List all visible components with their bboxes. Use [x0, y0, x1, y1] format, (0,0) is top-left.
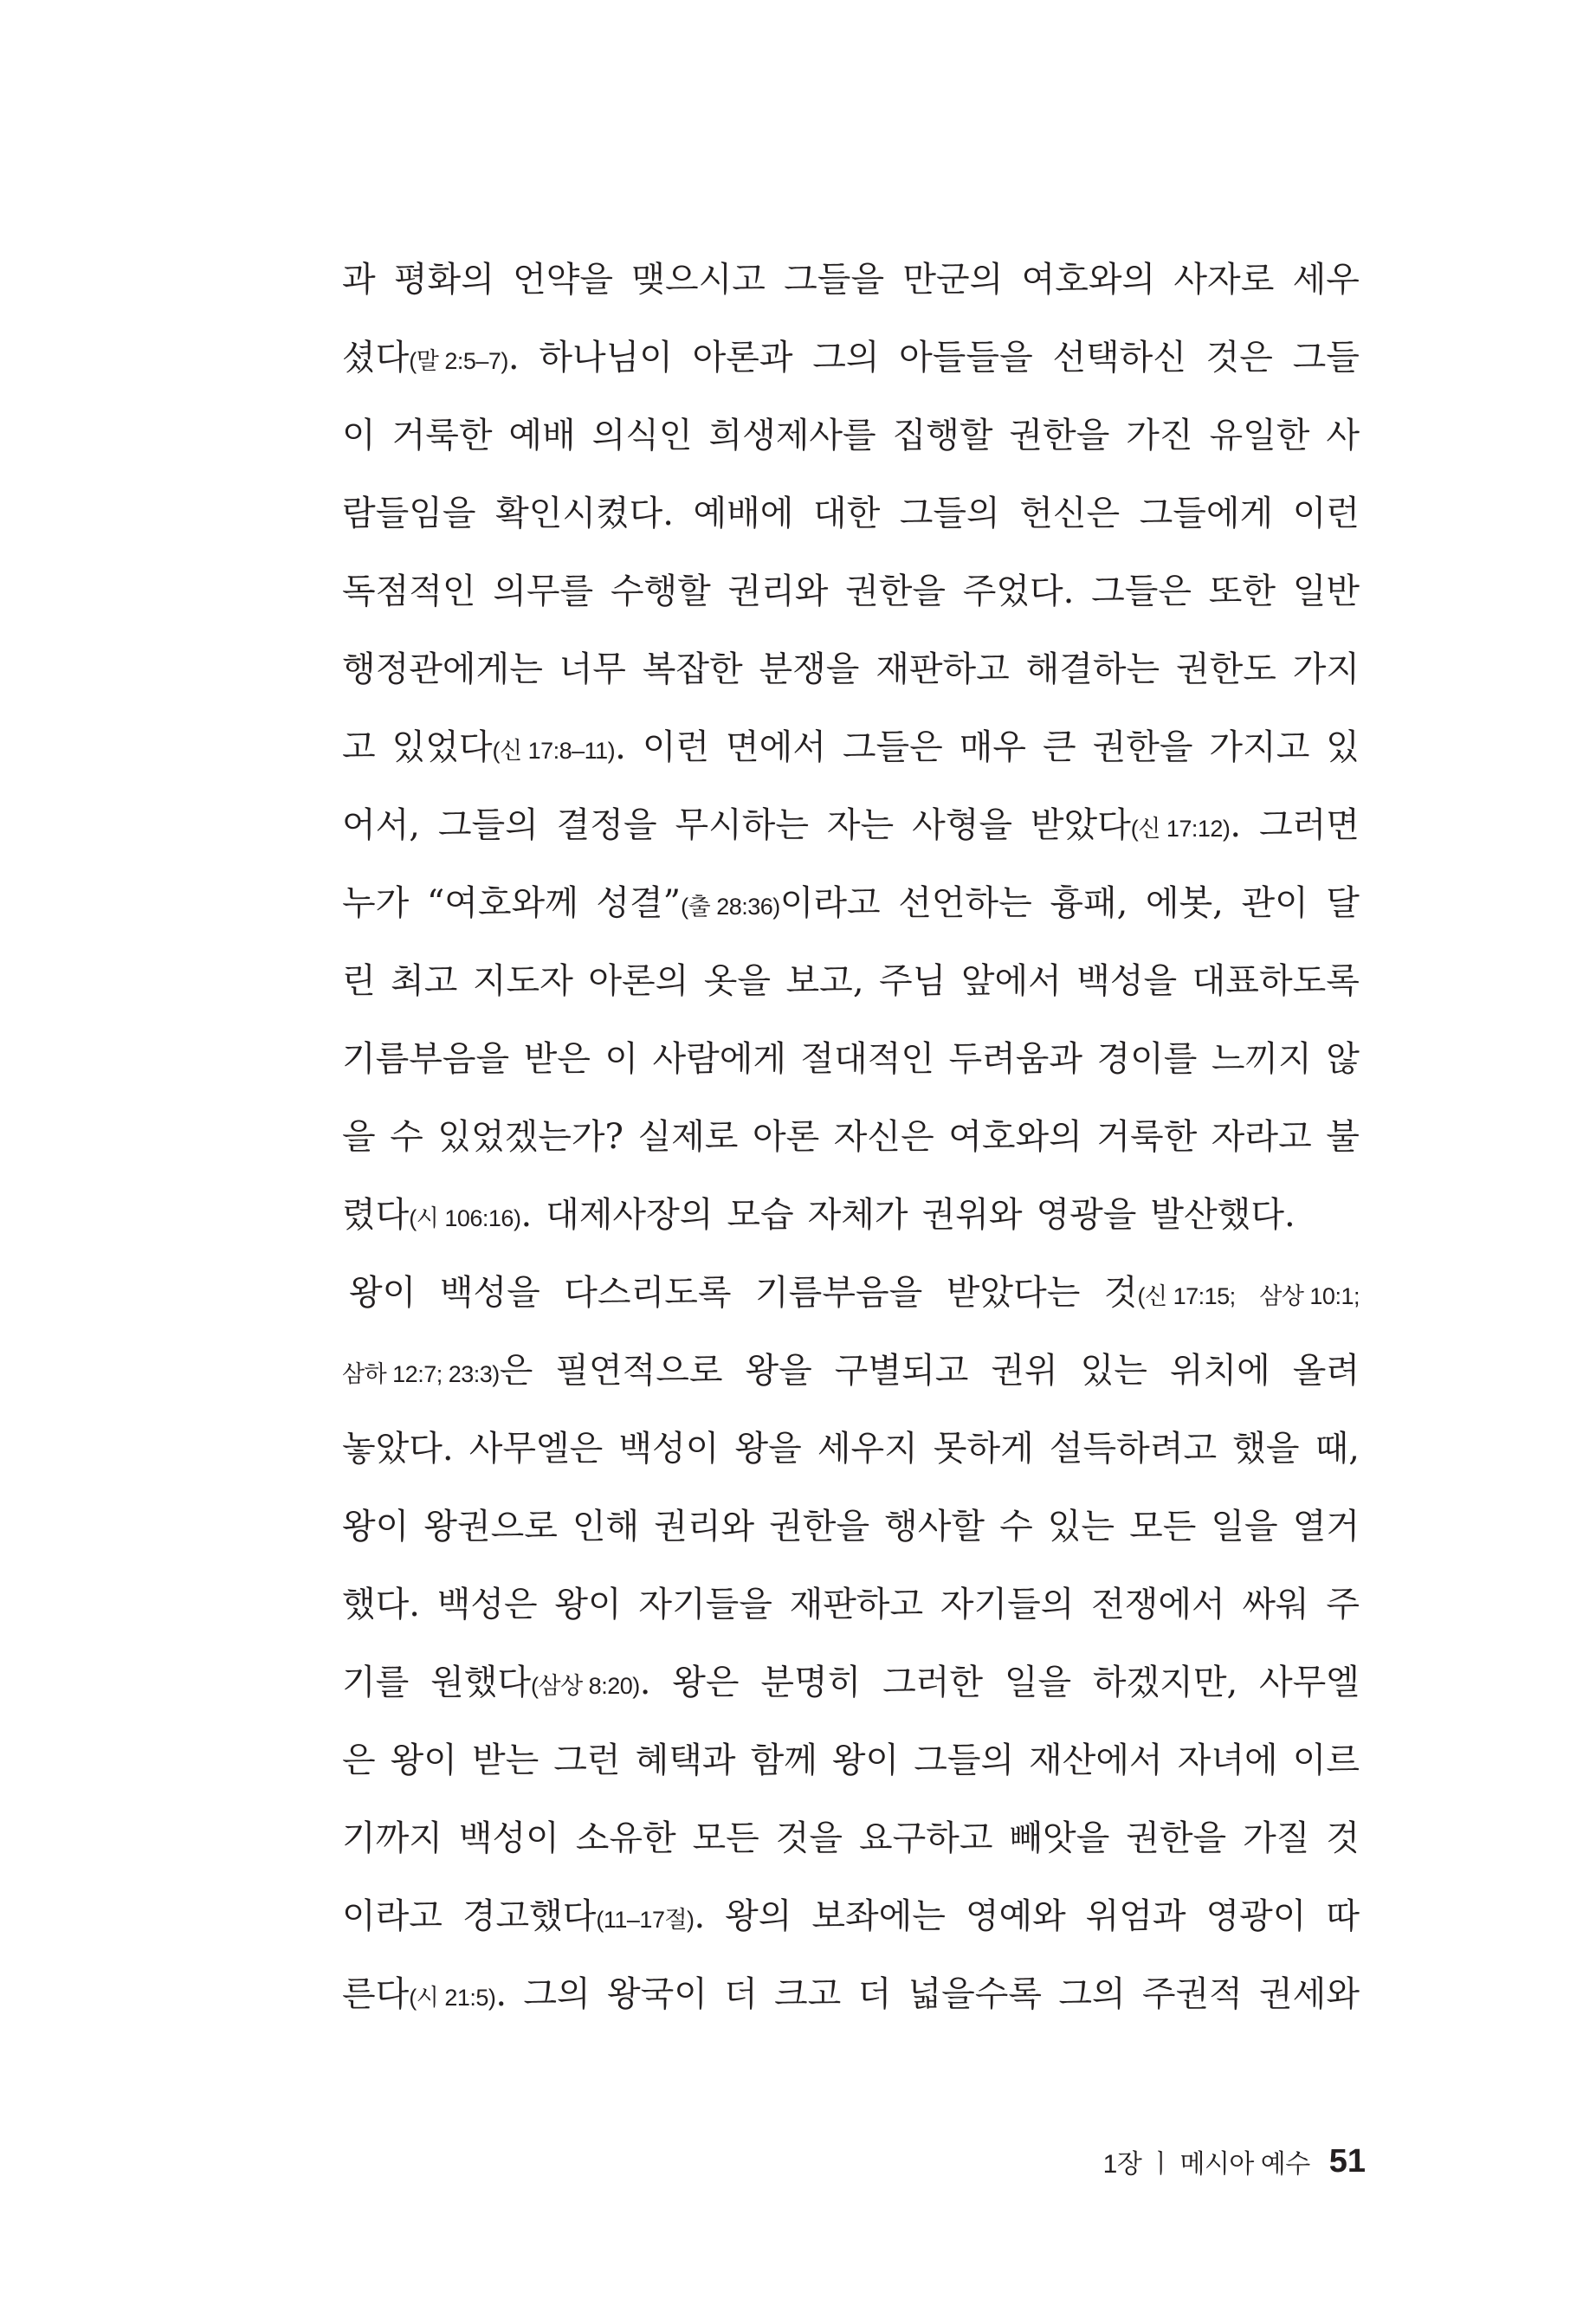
text-chunk: 람들임을: [342, 494, 476, 533]
text-chunk: 왕이: [390, 1740, 457, 1780]
text-chunk: 그들의: [899, 494, 1000, 533]
text-chunk: 구별되고: [834, 1351, 969, 1391]
text-chunk: 크고: [774, 1974, 842, 2014]
body-text: [342, 253, 1360, 2045]
text-chunk: 권한을: [1092, 727, 1193, 767]
text-chunk: 왕권으로: [423, 1507, 558, 1547]
text-chunk: 사: [1326, 416, 1360, 455]
text-chunk: 놓았다.: [342, 1429, 454, 1469]
text-chunk: 권리와: [654, 1507, 755, 1547]
text-chunk: 최고: [391, 961, 458, 1001]
text-chunk: 가지: [1292, 649, 1360, 689]
text-chunk: 보좌에는: [811, 1896, 946, 1936]
running-footer-section: 1장 ㅣ 메시아 예수: [1102, 2150, 1310, 2179]
text-chunk: 있었겠는가?: [437, 1117, 624, 1157]
text-chunk: 느끼지: [1211, 1039, 1312, 1079]
text-chunk: 불: [1326, 1117, 1360, 1157]
text-chunk: 요구하고: [858, 1818, 993, 1858]
text-chunk: 예배에: [693, 494, 794, 533]
text-chunk: 경이를: [1096, 1039, 1198, 1079]
text-chunk: 예배: [508, 416, 576, 455]
text-chunk: 집행할: [892, 416, 993, 455]
text-chunk: 그들: [1292, 338, 1360, 378]
text-chunk: 아론: [752, 1117, 820, 1157]
text-chunk: 누가: [342, 883, 410, 923]
text-chunk: 했을: [1232, 1429, 1300, 1469]
text-chunk: 백성이: [458, 1818, 559, 1858]
text-chunk: 영광이: [1205, 1896, 1307, 1936]
text-chunk: 자체가: [807, 1195, 908, 1235]
text-line: [342, 954, 1360, 1032]
text-chunk: 언약을: [513, 260, 614, 300]
text-chunk: 흉패,: [1050, 883, 1128, 923]
text-chunk: 이: [604, 1039, 639, 1079]
text-chunk: 대제사장의: [546, 1195, 714, 1235]
text-chunk: 해결하는: [1025, 649, 1160, 689]
text-chunk: 권한을: [845, 572, 947, 611]
text-chunk: 이: [342, 416, 376, 455]
text-chunk: 왕이: [554, 1585, 622, 1624]
text-chunk: 평화의: [393, 260, 494, 300]
text-chunk: 그러한: [882, 1663, 983, 1702]
text-chunk: 자기들을: [638, 1585, 772, 1624]
text-chunk: 주권적: [1141, 1974, 1243, 2014]
text-chunk: 그런: [553, 1740, 621, 1780]
text-chunk: 권위: [991, 1351, 1058, 1391]
text-chunk: 과: [342, 260, 376, 300]
text-chunk: 않: [1326, 1039, 1360, 1079]
text-chunk: 재판하고: [876, 649, 1010, 689]
text-chunk: 자는: [826, 805, 895, 845]
text-chunk: 세우: [1292, 260, 1360, 300]
text-chunk: 고: [342, 727, 376, 767]
text-chunk: 그의: [523, 1974, 591, 2014]
text-chunk: 것: [1326, 1818, 1360, 1858]
text-line: [342, 253, 1360, 331]
text-chunk: 기를: [342, 1663, 410, 1702]
text-chunk: 모든: [692, 1818, 759, 1858]
text-chunk: 행사할: [884, 1507, 985, 1547]
text-chunk: 헌신은: [1019, 494, 1121, 533]
text-chunk: 하나님이: [539, 338, 673, 378]
text-chunk: 열거: [1292, 1507, 1360, 1547]
page-number: 51: [1328, 2142, 1366, 2180]
text-chunk: 은: [342, 1740, 376, 1780]
text-chunk: 선언하는: [898, 883, 1032, 923]
text-chunk: 실제로: [637, 1117, 739, 1157]
text-chunk: 거룩한: [1096, 1117, 1198, 1157]
text-chunk: 또한: [1208, 572, 1276, 611]
text-chunk: 왕이: [342, 1507, 410, 1547]
text-chunk: 결정을: [556, 805, 657, 845]
text-line: [342, 1110, 1360, 1188]
text-chunk: 받은: [523, 1039, 591, 1079]
text-chunk: 셨다(말 2:5–7).: [342, 338, 520, 378]
text-chunk: 의식인: [591, 416, 693, 455]
text-chunk: 것(신 17:15;: [1103, 1273, 1236, 1313]
text-chunk: 왕이: [349, 1273, 417, 1313]
text-chunk: 린: [342, 961, 376, 1001]
text-chunk: 왕을: [745, 1351, 812, 1391]
text-line: [342, 720, 1360, 798]
text-chunk: 일을: [1004, 1663, 1072, 1702]
text-chunk: 절대적인: [800, 1039, 935, 1079]
text-chunk: 사무엘은: [468, 1429, 604, 1469]
text-chunk: 매우: [959, 727, 1027, 767]
text-chunk: 하겠지만,: [1092, 1663, 1238, 1702]
text-chunk: 주: [1326, 1585, 1360, 1624]
text-chunk: 인해: [572, 1507, 640, 1547]
text-chunk: 원했다(삼상 8:20).: [430, 1663, 651, 1702]
text-chunk: 독점적인: [342, 572, 476, 611]
text-chunk: 가진: [1126, 416, 1193, 455]
text-chunk: 경고했다(11–17절).: [462, 1896, 706, 1936]
text-chunk: 모습: [727, 1195, 794, 1235]
text-chunk: 자신은: [833, 1117, 934, 1157]
text-line: [342, 1032, 1360, 1110]
text-chunk: 못하게: [933, 1429, 1034, 1469]
text-chunk: 너무: [559, 649, 626, 689]
text-chunk: 그들의: [437, 805, 539, 845]
text-chunk: 그들의: [914, 1740, 1015, 1780]
text-chunk: 수행할: [610, 572, 711, 611]
text-chunk: 받는: [471, 1740, 540, 1780]
text-line: [342, 1811, 1360, 1889]
text-chunk: 옷을: [703, 961, 772, 1001]
text-chunk: 권한을: [1009, 416, 1110, 455]
text-chunk: 대한: [812, 494, 881, 533]
text-chunk: 그들에게: [1139, 494, 1274, 533]
text-line: [342, 1188, 1360, 1266]
text-chunk: 기름부음을: [755, 1273, 923, 1313]
text-chunk: 삼하 12:7; 23:3)은: [342, 1351, 533, 1391]
text-chunk: 에봇,: [1145, 883, 1224, 923]
text-chunk: 있었다(신 17:8–11).: [391, 727, 626, 767]
text-chunk: 사람에게: [652, 1039, 787, 1079]
text-chunk: 아론의: [588, 961, 689, 1001]
text-chunk: 분쟁을: [759, 649, 860, 689]
text-chunk: 왕은: [672, 1663, 740, 1702]
text-chunk: 것은: [1205, 338, 1273, 378]
text-line: [342, 487, 1360, 565]
text-chunk: 선택하신: [1052, 338, 1186, 378]
text-chunk: 관이: [1241, 883, 1308, 923]
text-chunk: 보고,: [785, 961, 864, 1001]
text-chunk: 영예와: [965, 1896, 1066, 1936]
text-chunk: 백성은: [436, 1585, 538, 1624]
text-chunk: 싸워: [1242, 1585, 1309, 1624]
text-chunk: 가지고: [1209, 727, 1310, 767]
text-chunk: 왕의: [725, 1896, 792, 1936]
text-chunk: 거룩한: [391, 416, 493, 455]
text-chunk: 것을: [775, 1818, 843, 1858]
text-chunk: 복잡한: [642, 649, 743, 689]
text-line: [342, 565, 1360, 643]
text-chunk: 어서,: [342, 805, 420, 845]
text-line: [342, 1266, 1360, 1344]
text-chunk: 사형을: [912, 805, 1012, 845]
text-chunk: 있는: [1080, 1351, 1147, 1391]
text-line: [342, 1889, 1360, 1967]
text-chunk: 재판하고: [789, 1585, 924, 1624]
text-chunk: 아론과: [692, 338, 793, 378]
text-chunk: 왕을: [734, 1429, 802, 1469]
text-chunk: 때,: [1315, 1429, 1360, 1469]
text-chunk: 이라고: [342, 1896, 443, 1936]
text-chunk: 모든: [1129, 1507, 1197, 1547]
text-chunk: 영광을: [1036, 1195, 1137, 1235]
text-line: [342, 409, 1360, 487]
text-chunk: 그의: [812, 338, 880, 378]
text-chunk: 면에서: [726, 727, 826, 767]
text-chunk: 을: [342, 1117, 376, 1157]
text-chunk: 권위와: [921, 1195, 1023, 1235]
text-chunk: 일반: [1292, 572, 1360, 611]
text-chunk: 확인시켰다.: [495, 494, 674, 533]
text-chunk: 대표하도록: [1192, 961, 1360, 1001]
text-chunk: 만군의: [902, 260, 1004, 300]
text-line: [342, 643, 1360, 720]
text-chunk: 의무를: [493, 572, 594, 611]
text-chunk: 왕이: [831, 1740, 900, 1780]
text-chunk: 전쟁에서: [1091, 1585, 1225, 1624]
text-chunk: 그의: [1058, 1974, 1126, 2014]
text-chunk: 권한도: [1175, 649, 1276, 689]
text-chunk: 설득하려고: [1049, 1429, 1218, 1469]
text-chunk: 행정관에게는: [342, 649, 543, 689]
text-chunk: 그들은: [1091, 572, 1192, 611]
text-chunk: 백성을: [1076, 961, 1178, 1001]
text-chunk: 앞에서: [960, 961, 1062, 1001]
text-chunk: 더: [724, 1974, 758, 2014]
text-chunk: 여호와의: [1021, 260, 1156, 300]
text-chunk: 넓을수록: [908, 1974, 1043, 2014]
text-chunk: 달: [1326, 883, 1360, 923]
text-line: [342, 1578, 1360, 1656]
text-line: [342, 1734, 1360, 1811]
text-chunk: “여호와께: [426, 883, 578, 923]
text-chunk: 일을: [1211, 1507, 1278, 1547]
text-chunk: 세우지: [817, 1429, 918, 1469]
text-chunk: 했다.: [342, 1585, 420, 1624]
text-chunk: 올려: [1292, 1351, 1360, 1391]
text-chunk: 권리와: [727, 572, 829, 611]
text-chunk: 주님: [879, 961, 947, 1001]
text-chunk: 필연적으로: [555, 1351, 723, 1391]
text-chunk: 주었다.: [962, 572, 1075, 611]
text-chunk: 수: [390, 1117, 423, 1157]
text-chunk: 성결”(출 28:36)이라고: [596, 883, 881, 923]
text-line: [342, 331, 1360, 409]
text-chunk: 유일한: [1209, 416, 1310, 455]
text-chunk: 따: [1326, 1896, 1360, 1936]
text-chunk: 빼앗을: [1009, 1818, 1110, 1858]
text-chunk: 그들은: [842, 727, 943, 767]
text-chunk: 있는: [1047, 1507, 1115, 1547]
text-chunk: 백성을: [439, 1273, 540, 1313]
text-chunk: 사무엘: [1259, 1663, 1360, 1702]
text-chunk: 분명히: [760, 1663, 862, 1702]
text-chunk: 위엄과: [1085, 1896, 1186, 1936]
text-chunk: 지도자: [472, 961, 573, 1001]
text-chunk: 자기들의: [940, 1585, 1075, 1624]
text-line: [342, 1344, 1360, 1422]
text-chunk: 렸다(시 106:16).: [342, 1195, 533, 1235]
text-chunk: 이런: [1292, 494, 1360, 533]
text-chunk: 권한을: [1126, 1818, 1227, 1858]
text-chunk: 소유한: [575, 1818, 676, 1858]
text-chunk: 두려움과: [948, 1039, 1083, 1079]
text-chunk: 그들을: [784, 260, 885, 300]
text-line: [342, 798, 1360, 876]
text-chunk: 그러면: [1259, 805, 1360, 845]
text-chunk: 희생제사를: [708, 416, 876, 455]
text-chunk: 있: [1326, 727, 1360, 767]
text-chunk: 함께: [750, 1740, 817, 1780]
text-chunk: 권한을: [769, 1507, 870, 1547]
text-chunk: 권세와: [1259, 1974, 1360, 2014]
text-chunk: 자라고: [1211, 1117, 1312, 1157]
text-chunk: 자녀에: [1177, 1740, 1278, 1780]
page-footer: [1061, 2135, 1366, 2187]
text-chunk: 가질: [1243, 1818, 1310, 1858]
text-chunk: 다스리도록: [564, 1273, 732, 1313]
text-chunk: 여호와의: [948, 1117, 1082, 1157]
text-chunk: 수: [999, 1507, 1033, 1547]
text-chunk: 이런: [642, 727, 710, 767]
text-line: [342, 1500, 1360, 1578]
text-chunk: 왕국이: [606, 1974, 708, 2014]
text-line: [342, 1656, 1360, 1734]
text-chunk: 발산했다.: [1150, 1195, 1296, 1235]
text-chunk: 른다(시 21:5).: [342, 1974, 507, 2014]
text-chunk: 받았다는: [946, 1273, 1081, 1313]
text-chunk: 맺으시고: [631, 260, 766, 300]
text-line: [342, 1967, 1360, 2045]
text-chunk: 재산에서: [1029, 1740, 1163, 1780]
text-chunk: 위치에: [1169, 1351, 1270, 1391]
text-chunk: 무시하는: [675, 805, 810, 845]
text-chunk: 혜택과: [635, 1740, 736, 1780]
text-line: [342, 876, 1360, 954]
text-chunk: 백성이: [618, 1429, 720, 1469]
text-line: [342, 1422, 1360, 1500]
text-chunk: 사자로: [1173, 260, 1275, 300]
text-chunk: 기름부음을: [342, 1039, 510, 1079]
text-chunk: 삼상 10:1;: [1259, 1283, 1360, 1309]
text-chunk: 이르: [1292, 1740, 1360, 1780]
text-chunk: 아들들을: [899, 338, 1033, 378]
text-chunk: 기까지: [342, 1818, 443, 1858]
text-chunk: 더: [857, 1974, 892, 2014]
text-chunk: 받았다(신 17:12).: [1030, 805, 1242, 845]
text-chunk: 큰: [1042, 727, 1076, 767]
